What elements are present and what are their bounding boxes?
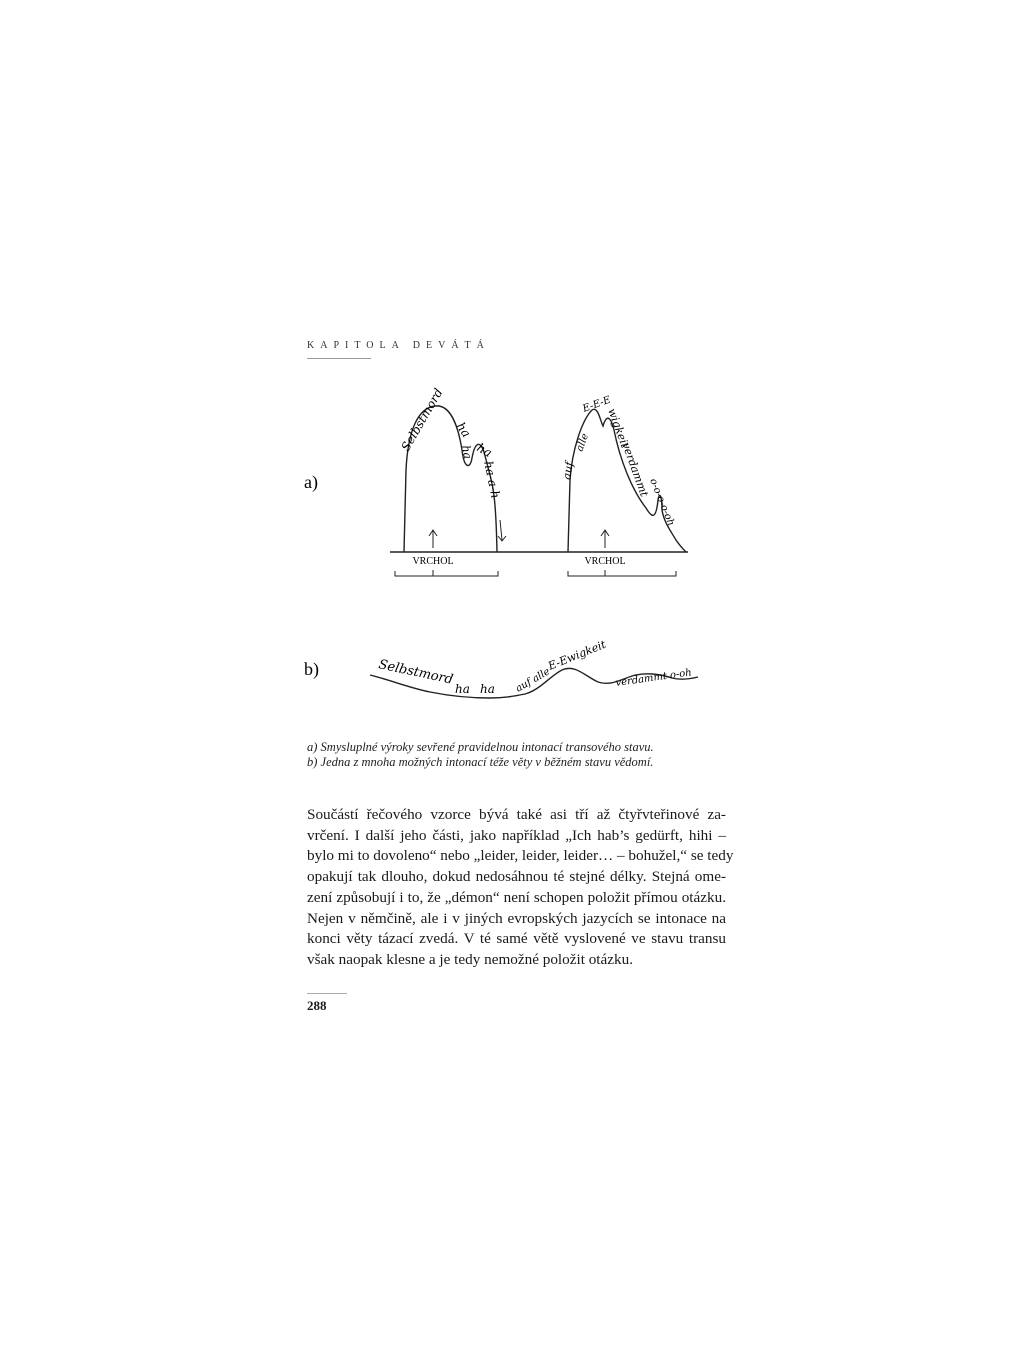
hand-a-auf: auf [560, 460, 577, 481]
label-b: b) [304, 659, 319, 679]
figure-caption [307, 740, 727, 770]
vrchol-label-1: VRCHOL [412, 556, 454, 567]
hand-a-ha-3: ha [474, 440, 495, 461]
bracket-1 [395, 570, 498, 576]
page-number: 288 [307, 998, 327, 1013]
footer-rule [307, 993, 347, 994]
peak-arrow-icon-2 [601, 530, 609, 548]
peak-arrow-icon-1 [429, 530, 437, 548]
hand-a-ha-a-h: ha-a-h [481, 459, 503, 500]
hand-a-verdammt: verdammt [619, 440, 651, 499]
bracket-2 [568, 570, 676, 576]
body-line: Součástí řečového vzorce bývá také asi tří až čtyřvteřinové za- [307, 806, 726, 823]
hand-a-eee: E-E-E [581, 394, 613, 415]
intonation-diagram [300, 380, 720, 720]
body-line: bylo mi to dovoleno“ nebo „leider, leider, leider… – bohužel,“ se tedy [307, 847, 734, 865]
hand-b-selbstmord: Selbstmord [377, 657, 455, 688]
label-a: a) [304, 472, 318, 492]
body-line: opakují tak dlouho, dokud nedosáhnou té stejné délky. Stejná ome- [307, 868, 726, 886]
caption-line-b: b) Jedna z mnoha možných intonací téže věty v běžném stavu vědomí. [307, 755, 654, 769]
hand-b-eewigkeit: E-Ewigkeit [546, 637, 608, 673]
body-line: konci věty tázací zvedá. V té samé větě vyslovené ve stavu transu [307, 930, 726, 948]
caption-line-a: a) Smysluplné výroky sevřené pravidelnou intonací transového stavu. [307, 740, 654, 754]
body-line: zení způsobují i to, že „démon“ není schopen položit přímou otázku. [307, 888, 726, 906]
arrow-down-icon [498, 520, 506, 541]
running-header: KAPITOLA DEVÁTÁ [307, 340, 490, 351]
vrchol-label-2: VRCHOL [584, 556, 626, 567]
body-line: však naopak klesne a je tedy nemožné položit otázku. [307, 950, 633, 968]
hand-b-ha-1: ha [455, 682, 470, 696]
intonation-figure [300, 380, 720, 720]
hand-a-ha-2: ha [459, 444, 475, 460]
header-rule [307, 358, 371, 359]
hand-b-verdammt: verdammt o-oh [614, 667, 693, 689]
body-line: Nejen v němčině, ale i v jiných evropských jazycích se intonace na [307, 909, 726, 927]
hand-b-ha-2: ha [480, 682, 495, 696]
hand-a-ooooh: o-o-o-o-oh [647, 477, 677, 528]
hand-a-wigkeit: wigkeit [605, 406, 632, 450]
body-line: vrčení. I další jeho části, jako například „Ich hab’s gedürft, hihi – [307, 826, 726, 844]
hand-b-auf-alle: auf alle [514, 666, 553, 695]
hand-a-selbstmord: Selbstmord [398, 386, 446, 454]
body-paragraph [307, 805, 734, 971]
hand-a-ha-1: ha [453, 419, 474, 440]
hand-a-alle: alle [574, 432, 592, 454]
